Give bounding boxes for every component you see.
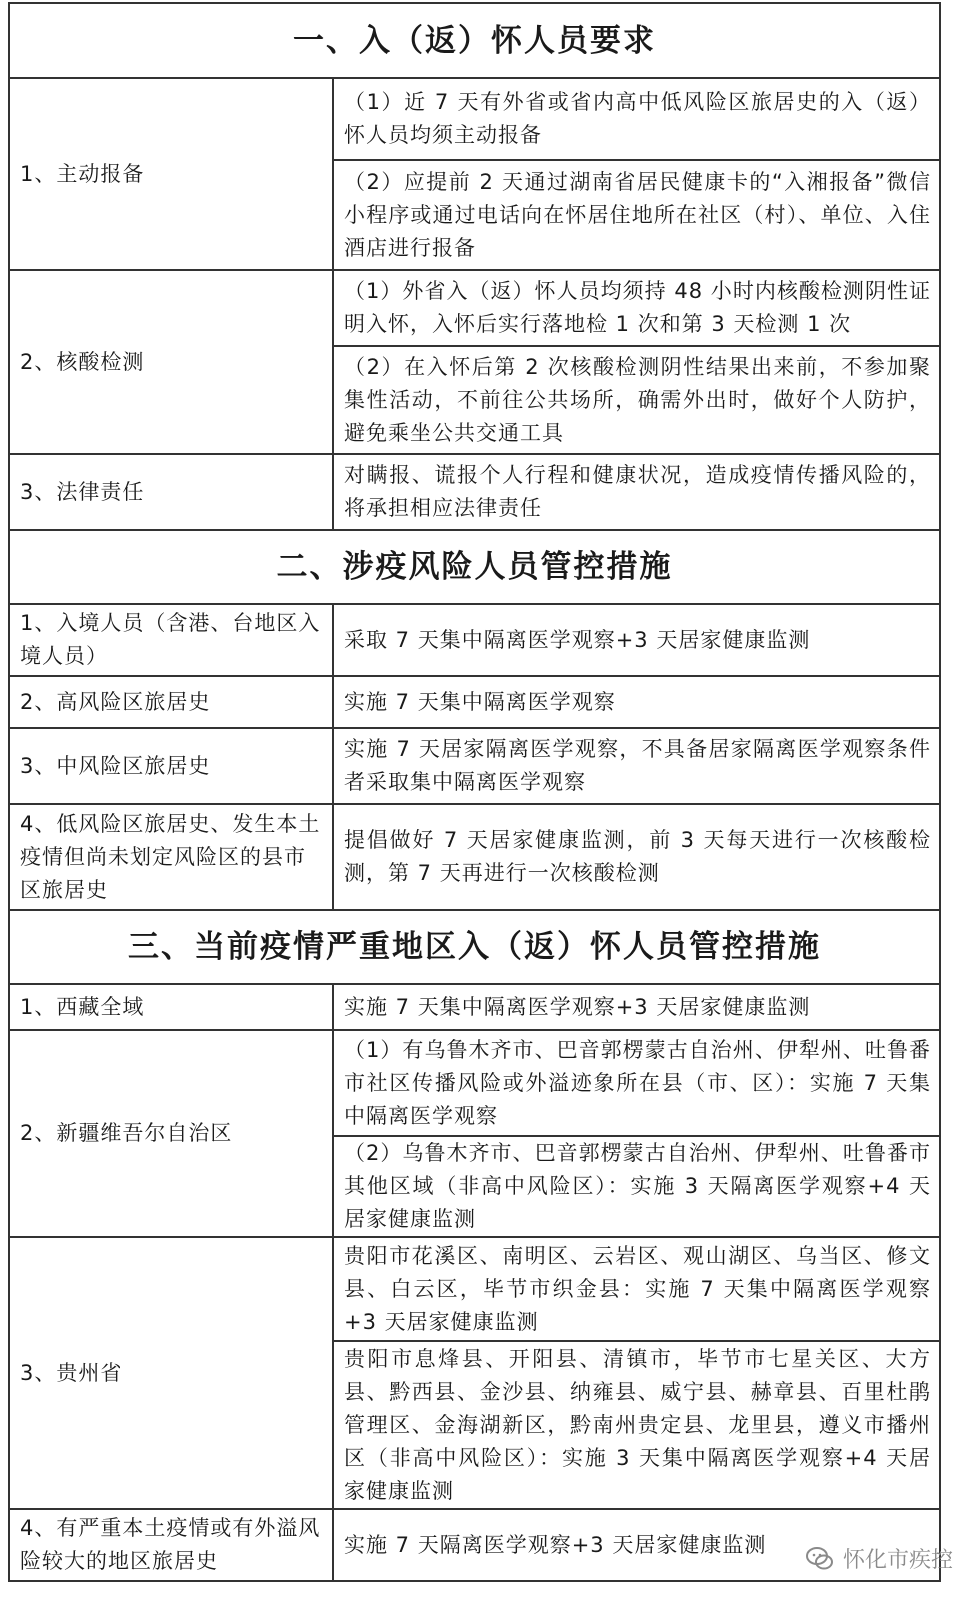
row-text-tibet: 实施 7 天集中隔离医学观察+3 天居家健康监测	[333, 984, 940, 1030]
row-label-high-risk: 2、高风险区旅居史	[9, 676, 333, 728]
row-text-high-risk: 实施 7 天集中隔离医学观察	[333, 676, 940, 728]
row-label-mid-risk: 3、中风险区旅居史	[9, 728, 333, 804]
row-text-guizhou-2: 贵阳市息烽县、开阳县、清镇市，毕节市七星关区、大方县、黔西县、金沙县、纳雍县、威宁县、赫章县、百里杜鹃管理区、金海湖新区，黔南州贵定县、龙里县，遵义市播州区（非高中风险区）：实施 3 天集中隔离医学观察+4 天居家健康监测	[333, 1341, 940, 1509]
row-text-mid-risk: 实施 7 天居家隔离医学观察，不具备居家隔离医学观察条件者采取集中隔离医学观察	[333, 728, 940, 804]
row-text-xinjiang-1: （1）有乌鲁木齐市、巴音郭楞蒙古自治州、伊犁州、吐鲁番市社区传播风险或外溢迹象所在县（市、区）：实施 7 天集中隔离医学观察	[333, 1030, 940, 1136]
watermark	[805, 1543, 953, 1574]
policy-table	[8, 2, 941, 1582]
wechat-icon	[805, 1544, 835, 1574]
policy-document	[8, 2, 941, 1582]
row-label-inbound: 1、入境人员（含港、台地区入境人员）	[9, 604, 333, 676]
row-label-test: 2、核酸检测	[9, 270, 333, 454]
row-label-guizhou: 3、贵州省	[9, 1237, 333, 1509]
row-label-low-risk: 4、低风险区旅居史、发生本土疫情但尚未划定风险区的县市区旅居史	[9, 804, 333, 910]
row-text-low-risk: 提倡做好 7 天居家健康监测，前 3 天每天进行一次核酸检测，第 7 天再进行一次核酸检测	[333, 804, 940, 910]
row-text-report-1: （1）近 7 天有外省或省内高中低风险区旅居史的入（返）怀人员均须主动报备	[333, 78, 940, 160]
row-text-test-1: （1）外省入（返）怀人员均须持 48 小时内核酸检测阴性证明入怀，入怀后实行落地检 1 次和第 3 天检测 1 次	[333, 270, 940, 346]
row-text-legal: 对瞒报、谎报个人行程和健康状况，造成疫情传播风险的，将承担相应法律责任	[333, 454, 940, 530]
row-label-tibet: 1、西藏全域	[9, 984, 333, 1030]
row-text-test-2: （2）在入怀后第 2 次核酸检测阴性结果出来前，不参加聚集性活动，不前往公共场所，确需外出时，做好个人防护，避免乘坐公共交通工具	[333, 346, 940, 454]
row-label-report: 1、主动报备	[9, 78, 333, 270]
row-text-severe: 实施 7 天隔离医学观察+3 天居家健康监测	[333, 1509, 940, 1581]
row-label-legal: 3、法律责任	[9, 454, 333, 530]
row-text-inbound: 采取 7 天集中隔离医学观察+3 天居家健康监测	[333, 604, 940, 676]
row-label-xinjiang: 2、新疆维吾尔自治区	[9, 1030, 333, 1237]
watermark-text: 怀化市疾控	[842, 1548, 953, 1573]
row-text-report-2: （2）应提前 2 天通过湖南省居民健康卡的“入湘报备”微信小程序或通过电话向在怀居住地所在社区（村）、单位、入住酒店进行报备	[333, 160, 940, 270]
section-2-title: 二、涉疫风险人员管控措施	[9, 530, 940, 604]
section-1-title: 一、入（返）怀人员要求	[9, 3, 940, 78]
row-text-guizhou-1: 贵阳市花溪区、南明区、云岩区、观山湖区、乌当区、修文县、白云区，毕节市织金县：实施 7 天集中隔离医学观察+3 天居家健康监测	[333, 1237, 940, 1341]
section-3-title: 三、当前疫情严重地区入（返）怀人员管控措施	[9, 910, 940, 984]
row-text-xinjiang-2: （2）乌鲁木齐市、巴音郭楞蒙古自治州、伊犁州、吐鲁番市其他区域（非高中风险区）：实施 3 天隔离医学观察+4 天居家健康监测	[333, 1136, 940, 1237]
row-label-severe: 4、有严重本土疫情或有外溢风险较大的地区旅居史	[9, 1509, 333, 1581]
